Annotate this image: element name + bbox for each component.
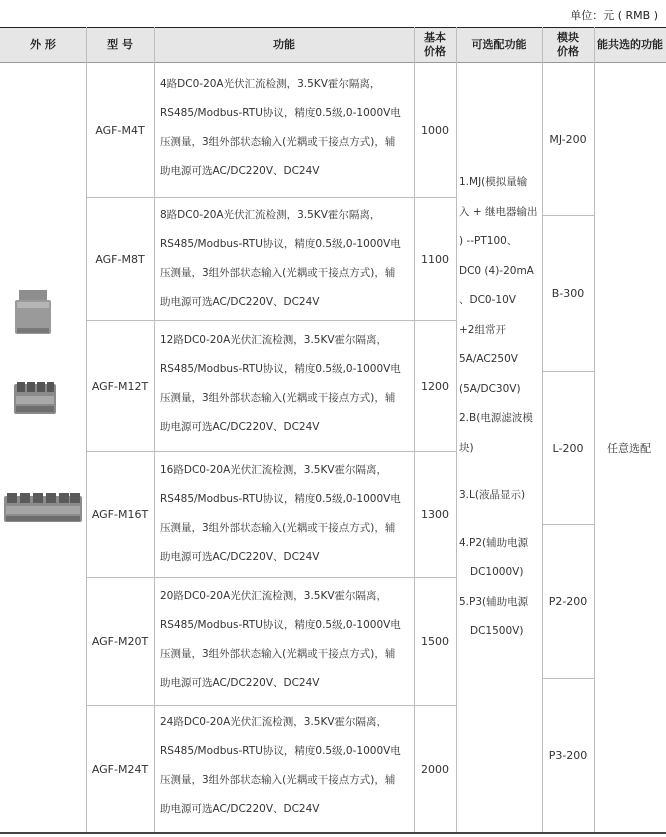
function-line: RS485/Modbus-RTU协议，精度0.5级,0-1000V电 [160,107,401,119]
function-line: 助电源可选AC/DC220V、DC24V [160,421,320,433]
function-line: 助电源可选AC/DC220V、DC24V [160,165,320,177]
module-price-cell: MJ-200 [549,133,587,146]
table-bottom-border [0,832,666,834]
function-line: 16路DC0-20A光伏汇流检测，3.5KV霍尔隔离， [160,464,388,476]
header-model: 型 号 [107,38,133,51]
small-meter-device [13,288,53,338]
large-meter-device [2,490,84,526]
function-line: 压测量，3组外部状态输入(光耦或干接点方式)，辅 [160,648,396,660]
optional-line: (5A/DC30V) [459,382,521,395]
header-combinable: 能共选的功能 [597,38,663,51]
header-optional: 可选配功能 [471,38,527,51]
function-line: 24路DC0-20A光伏汇流检测，3.5KV霍尔隔离， [160,716,388,728]
module-price-cell: P2-200 [548,595,588,608]
header-module-price-line2: 价格 [557,45,579,58]
function-line: 压测量，3组外部状态输入(光耦或干接点方式)，辅 [160,267,396,279]
function-line: 压测量，3组外部状态输入(光耦或干接点方式)，辅 [160,136,396,148]
module-price-cell: B-300 [551,287,585,300]
function-line: 20路DC0-20A光伏汇流检测，3.5KV霍尔隔离， [160,590,388,602]
function-line: RS485/Modbus-RTU协议，精度0.5级,0-1000V电 [160,493,401,505]
function-cell [160,582,412,698]
optional-line: 3.L(液晶显示) [459,489,526,501]
model-cell: AGF-M20T [91,635,149,648]
function-cell [160,708,412,824]
optional-line: DC1500V) [470,625,524,637]
optional-line: 、DC0-10V [459,294,516,306]
function-line: 压测量，3组外部状态输入(光耦或干接点方式)，辅 [160,392,396,404]
function-line: RS485/Modbus-RTU协议，精度0.5级,0-1000V电 [160,238,401,250]
function-line: 4路DC0-20A光伏汇流检测，3.5KV霍尔隔离， [160,78,381,90]
function-cell [160,456,412,572]
combinable-cell: 任意选配 [607,442,651,455]
function-line: 助电源可选AC/DC220V、DC24V [160,551,320,563]
col-divider [594,27,595,833]
price-cell: 2000 [421,762,449,776]
header-appearance: 外 形 [30,38,56,51]
optional-line: 入 + 继电器输出 [459,205,538,218]
function-line: 压测量，3组外部状态输入(光耦或干接点方式)，辅 [160,522,396,534]
function-line: 助电源可选AC/DC220V、DC24V [160,677,320,689]
optional-functions [459,168,543,647]
function-cell [160,326,412,442]
header-function: 功能 [273,38,295,51]
optional-line: DC1000V) [470,566,524,578]
model-cell: AGF-M8T [95,252,145,266]
table-header [0,27,666,63]
function-line: RS485/Modbus-RTU协议，精度0.5级,0-1000V电 [160,363,401,375]
optional-line: 5.P3(辅助电源 [459,595,529,608]
medium-meter-device [12,380,58,416]
price-cell: 1000 [421,124,449,137]
model-cell: AGF-M4T [95,124,145,137]
price-cell: 1500 [421,635,449,648]
function-line: 压测量，3组外部状态输入(光耦或干接点方式)，辅 [160,774,396,786]
model-cell: AGF-M24T [91,762,149,776]
module-price-cell: P3-200 [548,749,588,762]
function-cell [160,70,412,186]
header-base-price-line2: 价格 [424,45,446,58]
header-module-price-line1: 模块 [557,31,579,44]
price-cell: 1100 [421,252,449,266]
unit-label: 单位：元 ( RMB ) [570,9,658,22]
function-line: 8路DC0-20A光伏汇流检测，3.5KV霍尔隔离， [160,209,381,221]
header-module-price [542,28,594,62]
function-line: RS485/Modbus-RTU协议，精度0.5级,0-1000V电 [160,619,401,631]
function-line: 助电源可选AC/DC220V、DC24V [160,296,320,308]
optional-line: 4.P2(辅助电源 [459,536,529,549]
price-cell: 1300 [421,508,449,521]
function-cell [160,201,412,317]
optional-line: 1.MJ(模拟量输 [459,176,528,188]
optional-line: ) --PT100、 [459,235,518,247]
col-divider [456,27,457,833]
function-line: RS485/Modbus-RTU协议，精度0.5级,0-1000V电 [160,745,401,757]
function-line: 助电源可选AC/DC220V、DC24V [160,803,320,815]
optional-line: +2组常开 [459,323,506,336]
optional-line: 2.B(电源滤波模块) [459,412,533,454]
col-divider [154,27,155,833]
model-cell: AGF-M16T [91,508,149,521]
header-base-price-line1: 基本 [424,31,446,44]
optional-line: 5A/AC250V [459,353,518,365]
function-line: 12路DC0-20A光伏汇流检测，3.5KV霍尔隔离， [160,334,388,346]
module-price-cell: L-200 [552,441,584,455]
price-cell: 1200 [421,379,449,393]
optional-line: DC0 (4)-20mA [459,264,534,277]
header-base-price [414,28,456,62]
model-cell: AGF-M12T [91,379,149,393]
